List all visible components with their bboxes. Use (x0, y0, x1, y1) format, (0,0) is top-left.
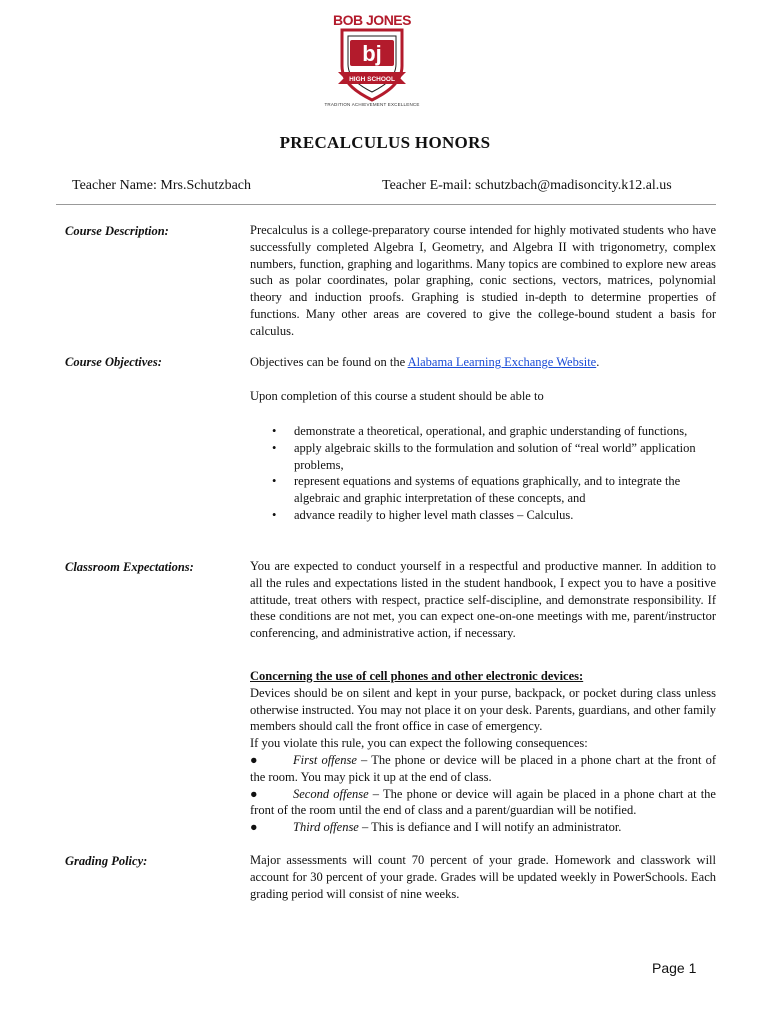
objectives-intro-text: Objectives can be found on the (250, 355, 408, 369)
offense-text: – The phone or device will again be placed in a phone chart at the front of the room until the end of class and a parent/guardian will be notified. (250, 786, 716, 818)
logo-tagline: TRADITION ACHIEVEMENT EXCELLENCE (324, 102, 420, 107)
violate-text: If you violate this rule, you can expect the following consequences: (250, 736, 588, 751)
expectations-text: You are expected to conduct yourself in a respectful and productive manner. In addition to all the rules and expectations listed in the student handbook, I expect you to have a positive attitude, treat others with respect, practice self-discipline, and demonstrate responsibility. If these conditions are not met, you can expect one-on-one meetings with me, parent/instructor conferencing, and administrative action, if necessary. (250, 559, 716, 641)
page-title: PRECALCULUS HONORS (279, 133, 491, 152)
offense-text: – This is defiance and I will notify an administrator. (358, 820, 622, 835)
devices-text: Devices should be on silent and kept in your purse, backpack, or pocket during class unless otherwise instructed. You may not place it on your desk. Parents, guardians, and other family members should call the front office in case of emergency. (250, 685, 716, 734)
objectives-list (250, 423, 716, 524)
list-item: • advance readily to higher level math classes – Calculus. (250, 507, 716, 524)
bullet-dot: ● (250, 786, 258, 801)
course-description-label: Course Description: (65, 224, 169, 238)
second-offense (250, 786, 716, 820)
logo-high-school: HIGH SCHOOL (349, 76, 395, 83)
bullet-dot: ● (250, 752, 258, 767)
offense-name: Second offense (293, 786, 369, 801)
objectives-intro (250, 354, 716, 371)
bullet-dot: ● (250, 820, 258, 835)
shield-icon (338, 28, 406, 102)
teacher-name: Teacher Name: Mrs.Schutzbach (72, 178, 251, 193)
list-item: • apply algebraic skills to the formulation and solution of “real world” application problems, (250, 440, 716, 474)
objectives-intro-end: . (596, 355, 600, 369)
objectives-upon-text: Upon completion of this course a student should be able to (250, 389, 544, 403)
list-item: • represent equations and systems of equations graphically, and to integrate the algebraic and graphic interpretation of these concepts, and (250, 473, 716, 507)
classroom-expectations-label: Classroom Expectations: (65, 560, 194, 574)
grading-policy-label: Grading Policy: (65, 854, 148, 868)
devices-heading: Concerning the use of cell phones and other electronic devices: (250, 669, 584, 683)
first-offense (250, 752, 716, 786)
logo-school-name: BOB JONES (333, 12, 411, 28)
grading-policy-text: Major assessments will count 70 percent of your grade. Homework and classwork will account for 30 percent of your grade. Grades will be updated weekly in PowerSchools. Each grading period will consist of nine weeks. (250, 853, 716, 901)
course-objectives-label: Course Objectives: (65, 355, 162, 369)
offense-text: – The phone or device will be placed in a phone chart at the front of the room. You may pick it up at the end of class. (250, 752, 717, 784)
divider (56, 204, 716, 205)
devices-policy (250, 668, 716, 836)
teacher-email: Teacher E-mail: schutzbach@madisoncity.k12.al.us (382, 178, 672, 193)
school-logo (324, 12, 420, 107)
offense-name: Third offense (293, 820, 359, 835)
logo-monogram: bj (362, 41, 382, 66)
offense-name: First offense (293, 752, 357, 767)
course-description-text: Precalculus is a college-preparatory course intended for highly motivated students who have successfully completed Algebra I, Geometry, and Algebra II with trigonometry, complex numbers, function, graphing and logarithms. Many topics are combined to explore new areas such as polar coordinates, polar graphing, conic sections, vectors, matrices, polynomial theory and induction proofs. Graphing is studied in-depth to determine properties of functions. Many other areas are covered to give the college-bound student a basis for calculus. (250, 223, 716, 338)
list-item: • demonstrate a theoretical, operational, and graphic understanding of functions, (250, 423, 716, 440)
alex-website-link[interactable]: Alabama Learning Exchange Website (407, 355, 597, 369)
third-offense (250, 819, 716, 836)
page-number: Page 1 (652, 960, 697, 976)
